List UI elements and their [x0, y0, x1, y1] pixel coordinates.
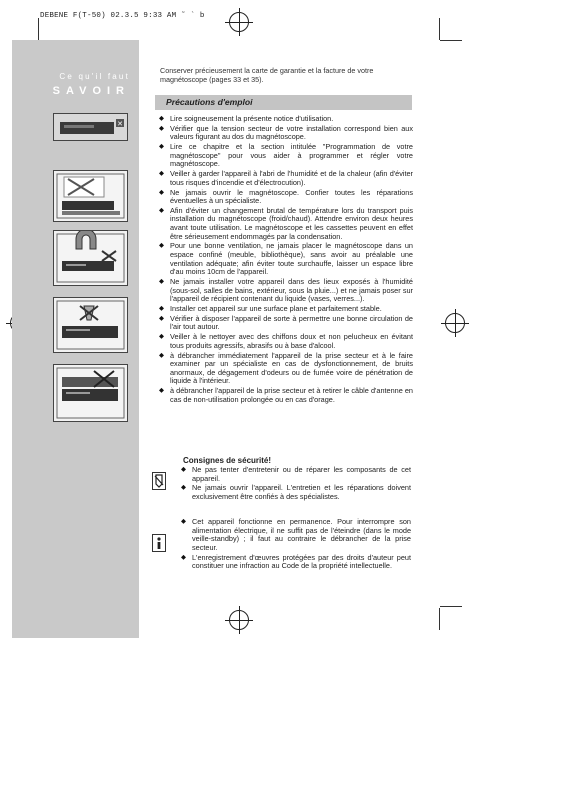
list-item: ◆ Veiller à garder l'appareil à l'abri de l'humidité et de la chaleur (afin d'éviter tous risques d'incendie et d'électrocution). — [159, 170, 413, 187]
list-item: ◆ Ne pas tenter d'entretenir ou de réparer les composants de cet appareil. — [181, 466, 411, 483]
info-icon — [152, 534, 166, 552]
list-item: ◆ à débrancher l'appareil de la prise secteur et à retirer le câble d'antenne en cas de non-utilisation prolongée ou en cas d'orage. — [159, 387, 413, 404]
list-item: ◆ Lire soigneusement la présente notice d'utilisation. — [159, 115, 413, 124]
crop-mark — [440, 606, 462, 607]
safety-title: Consignes de sécurité! — [183, 456, 272, 465]
list-item: ◆ Installer cet appareil sur une surface plane et parfaitement stable. — [159, 305, 413, 314]
list-item: ◆ Afin d'éviter un changement brutal de température lors du transport puis installation du magnétoscope (froid/chaud). Attendre environ deux heures avant toute utilisation. Le magnétoscope et les cassettes peuvent en effet être sérieusement endommagés par la condensation. — [159, 207, 413, 241]
list-item: ◆ à débrancher immédiatement l'appareil de la prise secteur et à le faire examiner par un spécialiste en cas de dysfonctionnement, de bruits anormaux, de dégagement d'odeurs ou de fumée voire de pénétration de liquide à l'intérieur. — [159, 352, 413, 386]
registration-mark — [229, 610, 249, 630]
list-item: ◆ Cet appareil fonctionne en permanence. Pour interrompre son alimentation électrique, il ne suffit pas de l'éteindre (dans le mode veille-standby) ; il faut au contraire le débrancher de la prise secteur. — [181, 518, 411, 552]
sidebar-title-line1: Ce qu'il faut — [59, 72, 130, 81]
crop-mark — [439, 608, 440, 630]
vcr-front-icon — [53, 113, 128, 141]
list-item: ◆ Ne jamais ouvrir le magnétoscope. Confier toutes les réparations éventuelles à un spécialiste. — [159, 189, 413, 206]
crop-mark — [38, 18, 39, 40]
crop-mark — [439, 18, 440, 40]
list-item: ◆ Pour une bonne ventilation, ne jamais placer le magnétoscope dans un espace confiné (meuble, bibliothèque), sans avoir au préalable une ventilation adéquate; afin éviter toute surchauffe, laisser un espace libre d'au moins 10cm de l'appareil. — [159, 242, 413, 276]
vcr-sunlight-warning-icon — [53, 170, 128, 222]
vcr-magnet-warning-icon — [53, 230, 128, 286]
precautions-list — [159, 115, 413, 405]
info-list — [181, 518, 411, 572]
list-item: ◆ Lire ce chapitre et la section intitulée "Programmation de votre magnétoscope" pour vous aider à programmer et régler votre magnétoscope. — [159, 143, 413, 169]
safety-list — [181, 466, 411, 503]
list-item: ◆ Veiller à le nettoyer avec des chiffons doux et non pelucheux en évitant tous produits agressifs, abrasifs ou à base d'alcool. — [159, 333, 413, 350]
sidebar-title-line2: SAVOIR — [52, 85, 130, 97]
list-item: ◆ Ne jamais ouvrir l'appareil. L'entretien et les réparations doivent exclusivement être confiés à des spécialistes. — [181, 484, 411, 501]
vcr-liquid-warning-icon — [53, 297, 128, 353]
registration-mark — [229, 12, 249, 32]
vcr-stacked-warning-icon — [53, 364, 128, 422]
registration-mark — [445, 313, 465, 333]
svg-text:✕: ✕ — [117, 120, 123, 128]
section-title: Précautions d'emploi — [166, 97, 253, 107]
intro-text: Conserver précieusement la carte de garantie et la facture de votre magnétoscope (pages 33 et 35). — [160, 66, 374, 84]
list-item: ◆ Ne jamais installer votre appareil dans des lieux exposés à l'humidité (sous-sol, salles de bains, extérieur, sous la pluie...) et ne jamais poser sur l'appareil de récipient contenant du liquide (vases, verres...). — [159, 278, 413, 304]
crop-mark — [440, 40, 462, 41]
wrench-warning-icon — [152, 472, 166, 490]
list-item: ◆ Vérifier à disposer l'appareil de sorte à permettre une bonne circulation de l'air tout autour. — [159, 315, 413, 332]
print-header-stamp: DEBENE F(T-50) 02.3.5 9:33 AM ˜ ` b — [40, 12, 205, 20]
list-item: ◆ L'enregistrement d'œuvres protégées par des droits d'auteur peut constituer une infraction au Code de la propriété intellectuelle. — [181, 554, 411, 571]
list-item: ◆ Vérifier que la tension secteur de votre installation correspond bien aux valeurs figurant au dos du magnétoscope. — [159, 125, 413, 142]
